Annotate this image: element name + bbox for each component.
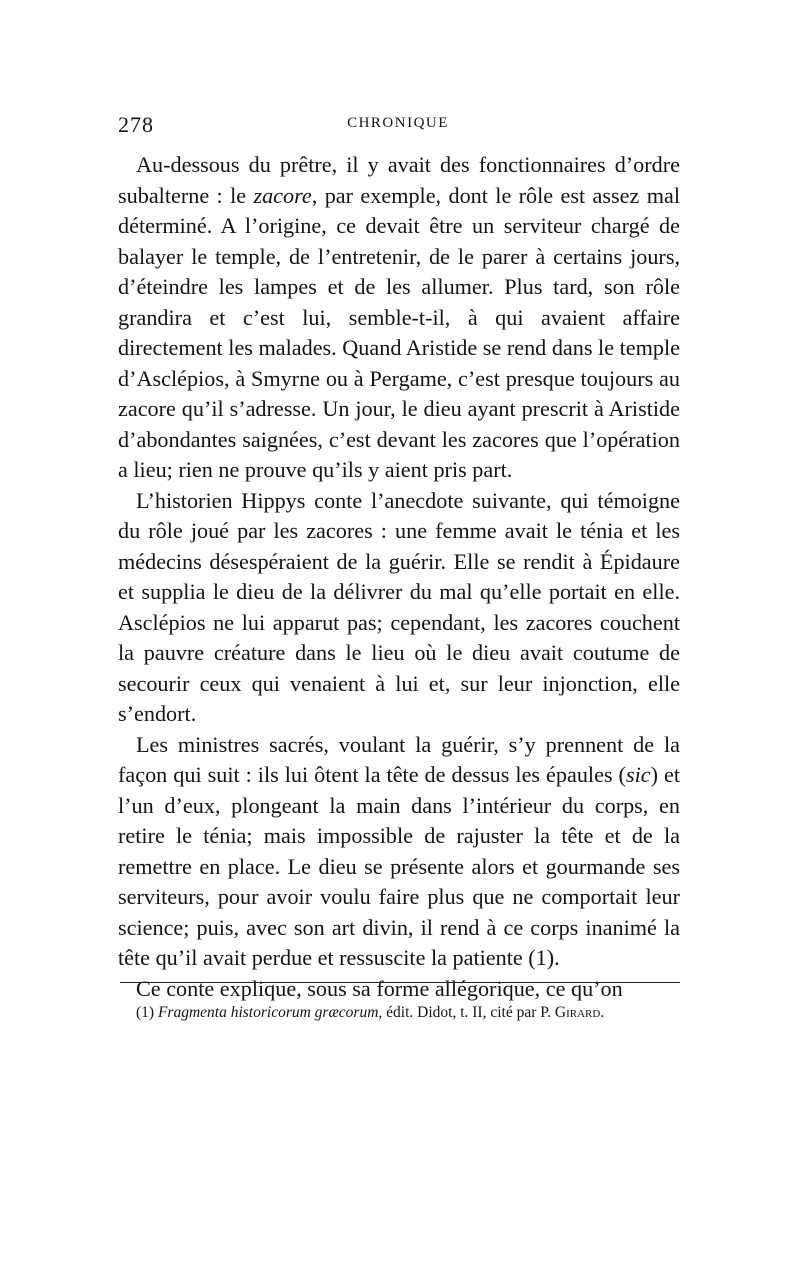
paragraph-1-run-3: , par exemple, dont le rôle est assez mal déterminé. A l’origine, ce devait être un serviteur chargé de balayer le temple, de l’entretenir, de le parer à certains jours, d’éteindre les lampes et de les allumer. Plus tard, son rôle grandira et c’est lui, semble-t-il, à qui avaient affaire directement les malades. Quand Aristide se rend dans le temple d’Asclépios, à Smyrne ou à Pergame, c’est presque toujours au zacore qu’il s’adresse. Un jour, le dieu ayant prescrit à Aristide d’abondantes saignées, c’est devant les zacores que l’opération a lieu; rien ne prouve qu’ils y aient pris part. xyxy=(118,182,680,482)
page-header xyxy=(118,112,678,142)
footnote xyxy=(118,1003,680,1023)
footnote-rule xyxy=(120,982,680,983)
footnote-text xyxy=(118,1003,680,1023)
footnote-run-2: Fragmenta historicorum græcorum xyxy=(157,1004,379,1021)
paragraph-1-run-1: Au-dessous du prêtre, il y avait des fonctionnaires d’ordre subalterne : le xyxy=(118,152,680,208)
body-text xyxy=(118,150,680,1004)
paragraph-4-run-1: Ce conte explique, sous sa forme allégorique, ce qu’on xyxy=(136,975,623,1001)
paragraph-3-run-2: sic xyxy=(625,762,651,787)
footnote-run-4: Girard xyxy=(554,1004,601,1021)
paragraph-3 xyxy=(118,730,680,974)
paragraph-4 xyxy=(118,974,680,1005)
page-number: 278 xyxy=(118,112,154,137)
paragraph-1-run-2: zacore xyxy=(253,182,312,208)
paragraph-3-run-3: ) et l’un d’eux, plongeant la main dans l’intérieur du corps, en retire le ténia; mais impossible de rajuster la tête et de la remettre en place. Le dieu se présente alors et gourmande ses serviteurs, pour avoir voulu faire plus que ne comportait leur science; puis, avec son art divin, il rend à ce corps inanimé la tête qu’il avait perdue et ressuscite la patiente (1). xyxy=(118,762,681,970)
paragraph-3-run-1: Les ministres sacrés, voulant la guérir, s’y prennent de la façon qui suit : ils lui ôtent la tête de dessus les épaules ( xyxy=(118,731,680,787)
paragraph-1 xyxy=(118,150,680,486)
footnote-run-3: , édit. Didot, t. II, cité par P. xyxy=(378,1004,555,1021)
footnote-run-5: . xyxy=(600,1004,605,1021)
paragraph-2-run-1: L’historien Hippys conte l’anecdote suivante, qui témoigne du rôle joué par les zacores : une femme avait le ténia et les médecins désespéraient de la guérir. Elle se rendit à Épidaure et supplia le dieu de la délivrer du mal qu’elle portait en elle. Asclépios ne lui apparut pas; cependant, les zacores couchent la pauvre créature dans le lieu où le dieu avait coutume de secourir ceux qui venaient à lui et, sur leur injonction, elle s’endort. xyxy=(118,487,680,726)
running-head: CHRONIQUE xyxy=(347,115,449,131)
footnote-run-1: (1) xyxy=(136,1004,158,1021)
paragraph-2 xyxy=(118,486,680,730)
